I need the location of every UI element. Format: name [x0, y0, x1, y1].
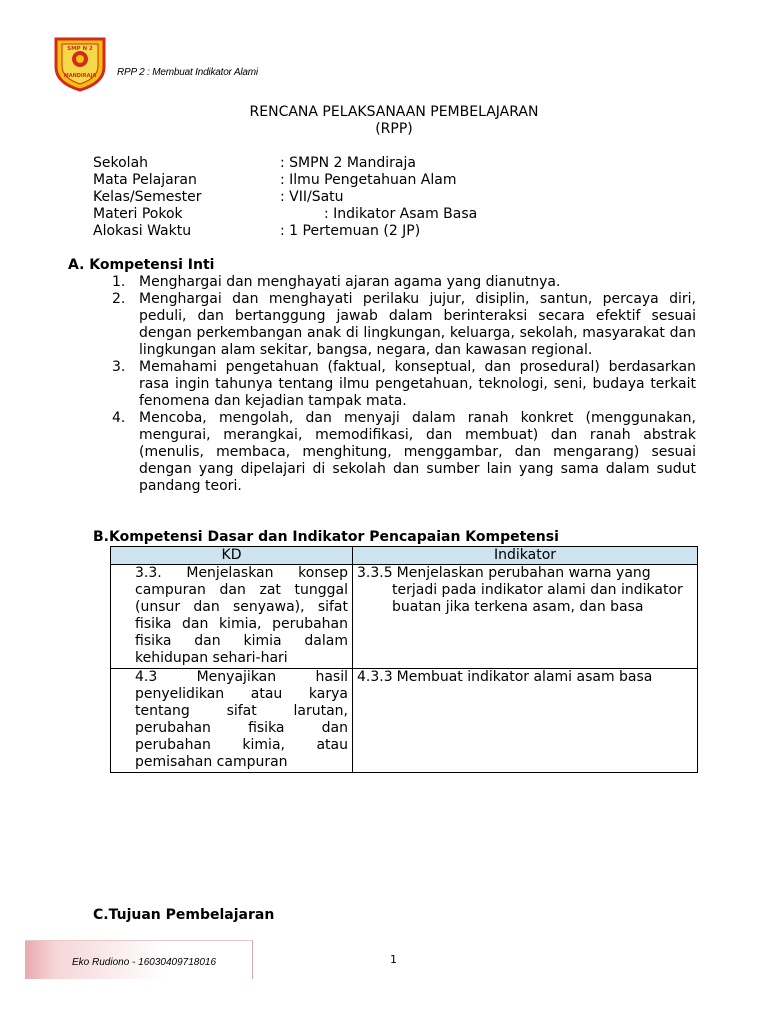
indikator-text: Membuat indikator alami asam basa [396, 669, 653, 685]
kd-indikator-table [110, 546, 698, 773]
list-item [112, 291, 696, 359]
info-row-sekolah [93, 155, 416, 172]
section-heading-kompetensi-dasar: B.Kompetensi Dasar dan Indikator Pencapaian Kompetensi [93, 529, 559, 545]
kd-cell: 4.3 Menyajikan hasil penyelidikan atau karya tentang sifat larutan, perubahan fisika dan perubahan kimia, atau pemisahan campuran [111, 669, 353, 773]
table-row [111, 565, 698, 669]
indikator-first-line [357, 669, 693, 686]
list-item-number: 2. [112, 291, 126, 307]
info-label: Mata Pelajaran [93, 172, 197, 188]
list-item-number: 3. [112, 359, 126, 375]
indikator-cell [353, 565, 698, 669]
info-row-alokasi-waktu [93, 223, 421, 240]
table-header-row [111, 547, 698, 565]
info-value: : Ilmu Pengetahuan Alam [280, 172, 457, 188]
kd-cell: 3.3. Menjelaskan konsep campuran dan zat tunggal (unsur dan senyawa), sifat fisika dan kimia, perubahan fisika dan kimia dalam kehidupan sehari-hari [111, 565, 353, 669]
section-heading-kompetensi-inti: A. Kompetensi Inti [68, 257, 215, 273]
school-logo [50, 33, 110, 93]
info-row-materi-pokok [93, 206, 478, 223]
info-label: Materi Pokok [93, 206, 183, 222]
list-item-number: 1. [112, 274, 126, 290]
document-title: RENCANA PELAKSANAAN PEMBELAJARAN [249, 104, 539, 120]
column-header-indikator: Indikator [353, 547, 698, 565]
kompetensi-inti-list [112, 274, 696, 495]
info-label: Kelas/Semester [93, 189, 202, 205]
document-label: RPP 2 : Membuat Indikator Alami [117, 67, 258, 78]
list-item-text: Mencoba, mengolah, dan menyaji dalam ranah konkret (menggunakan, mengurai, merangkai, memodifikasi, dan membuat) dan ranah abstrak (menulis, membaca, menghitung, menggambar, dan mengarang) sesuai dengan yang dipelajari di sekolah dan sumber lain yang sama dalam sudut pandang teori. [139, 410, 696, 494]
info-value: : SMPN 2 Mandiraja [280, 155, 416, 171]
list-item-text: Menghargai dan menghayati perilaku jujur, disiplin, santun, percaya diri, peduli, dan bertanggung jawab dalam berinteraksi secara efektif sesuai dengan perkembangan anak di lingkungan, keluarga, sekolah, masyarakat dan lingkungan alam sekitar, bangsa, negara, dan kawasan regional. [139, 291, 696, 358]
column-header-kd: KD [111, 547, 353, 565]
info-label: Alokasi Waktu [93, 223, 192, 239]
list-item-text: Menghargai dan menghayati ajaran agama yang dianutnya. [139, 274, 561, 290]
list-item [112, 274, 696, 291]
indikator-continuation: terjadi pada indikator alami dan indikator buatan jika terkena asam, dan basa [392, 582, 683, 615]
indikator-text: Menjelaskan perubahan warna yang [396, 565, 651, 581]
indikator-number: 3.3.5 [357, 565, 393, 581]
info-label: Sekolah [93, 155, 149, 171]
page-number: 1 [390, 953, 397, 966]
indikator-cell [353, 669, 698, 773]
info-value: : VII/Satu [280, 189, 344, 205]
table-row [111, 669, 698, 773]
document-subtitle: (RPP) [375, 121, 413, 137]
info-value: : Indikator Asam Basa [324, 206, 478, 222]
info-row-mata-pelajaran [93, 172, 457, 189]
list-item-number: 4. [112, 410, 126, 426]
logo-text-top: SMP N 2 [67, 46, 93, 52]
logo-text-bottom: MANDIRAJA [63, 73, 97, 79]
info-row-kelas-semester [93, 189, 344, 206]
list-item-text: Memahami pengetahuan (faktual, konseptual, dan prosedural) berdasarkan rasa ingin tahunya tentang ilmu pengetahuan, teknologi, seni, budaya terkait fenomena dan kejadian tampak mata. [139, 359, 696, 409]
list-item [112, 359, 696, 410]
section-heading-tujuan-pembelajaran: C.Tujuan Pembelajaran [93, 907, 275, 923]
footer-author: Eko Rudiono - 16030409718016 [72, 957, 217, 968]
indikator-first-line [357, 565, 693, 582]
list-item [112, 410, 696, 495]
info-value: : 1 Pertemuan (2 JP) [280, 223, 421, 239]
indikator-number: 4.3.3 [357, 669, 393, 685]
